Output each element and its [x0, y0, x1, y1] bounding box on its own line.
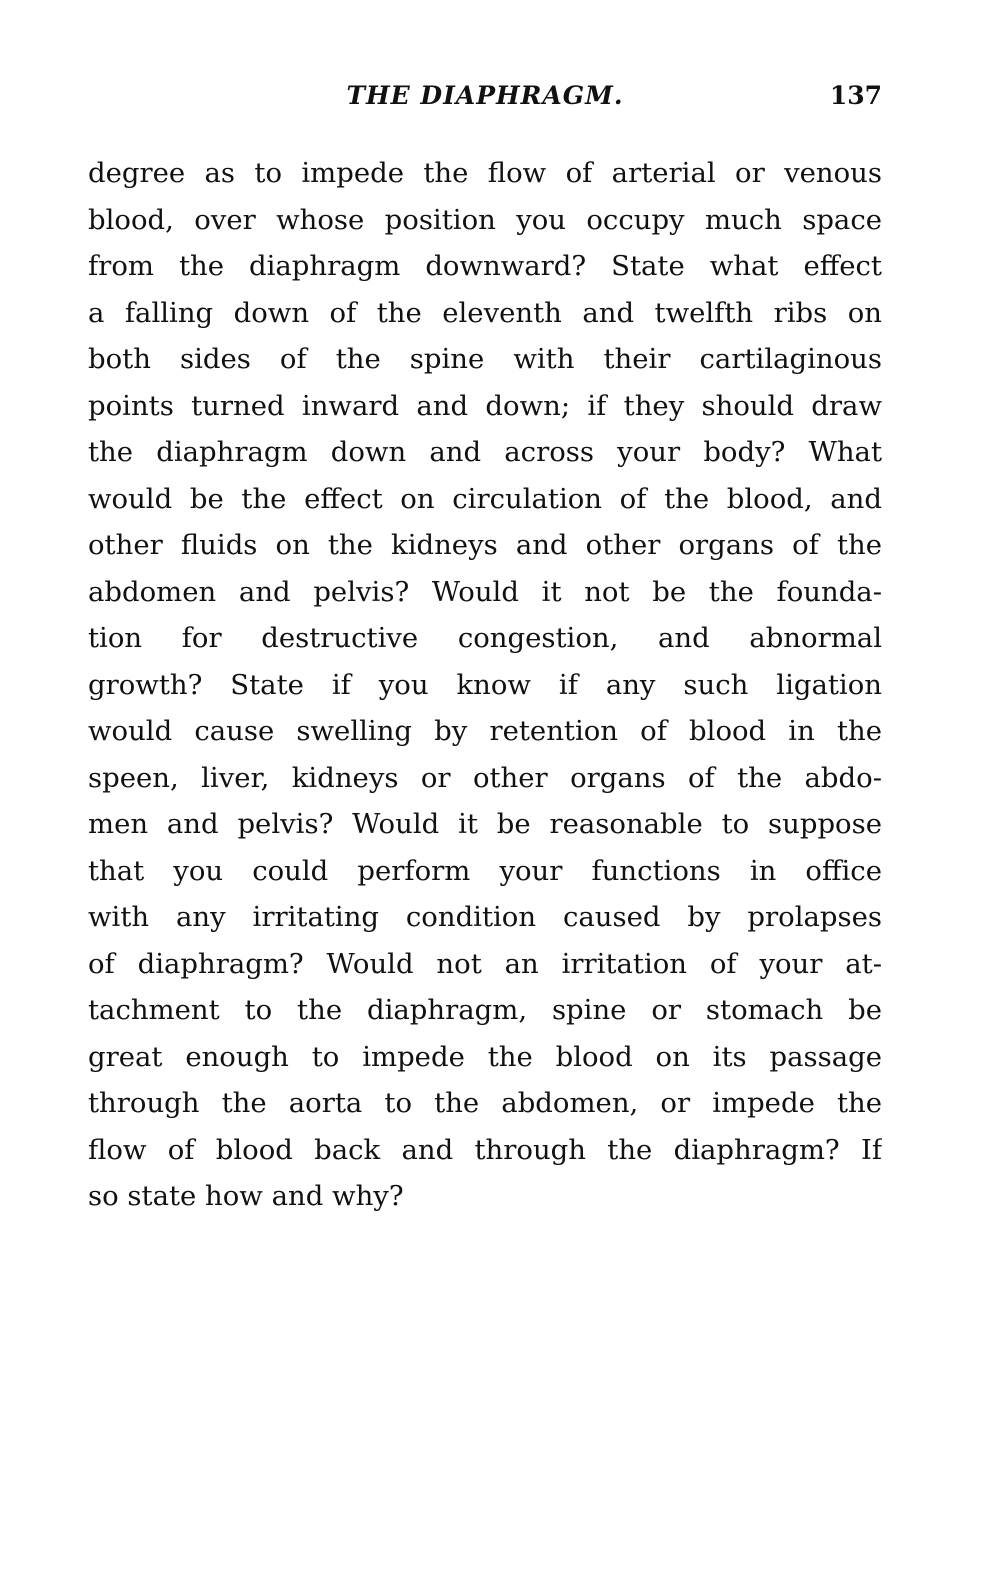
- text-line: a falling down of the eleventh and twelfth ribs on: [88, 296, 882, 329]
- text-line: blood, over whose position you occupy much space: [88, 203, 882, 236]
- text-line: would be the effect on circulation of the blood, and: [88, 482, 882, 515]
- text-line: through the aorta to the abdomen, or impede the: [88, 1087, 882, 1119]
- text-line: of diaphragm? Would not an irritation of your at-: [88, 947, 882, 980]
- text-line: so state how and why?: [88, 1180, 404, 1212]
- text-line: the diaphragm down and across your body? What: [88, 436, 882, 468]
- text-line: flow of blood back and through the diaphragm? If: [88, 1133, 882, 1166]
- text-line: abdomen and pelvis? Would it not be the founda-: [88, 575, 882, 608]
- body-paragraph: [88, 150, 882, 1220]
- text-line: degree as to impede the flow of arterial or venous: [88, 157, 882, 189]
- text-line: with any irritating condition caused by prolapses: [88, 901, 882, 933]
- running-title: THE DIAPHRAGM.: [346, 81, 624, 110]
- text-line: that you could perform your functions in office: [88, 854, 882, 887]
- page-number: 137: [829, 81, 882, 110]
- text-line: other fluids on the kidneys and other organs of the: [88, 529, 882, 561]
- text-line: would cause swelling by retention of blood in the: [88, 715, 882, 747]
- text-line: tion for destructive congestion, and abnormal: [88, 622, 882, 654]
- running-head: [88, 78, 882, 114]
- text-line: both sides of the spine with their cartilaginous: [88, 343, 882, 375]
- text-line: tachment to the diaphragm, spine or stomach be: [88, 994, 882, 1026]
- text-line: speen, liver, kidneys or other organs of the abdo-: [88, 761, 882, 794]
- text-line: great enough to impede the blood on its passage: [88, 1040, 882, 1073]
- text-line: men and pelvis? Would it be reasonable to suppose: [88, 808, 882, 840]
- text-line: growth? State if you know if any such ligation: [88, 668, 882, 701]
- text-line: from the diaphragm downward? State what effect: [88, 250, 882, 282]
- text-line: points turned inward and down; if they should draw: [88, 389, 882, 422]
